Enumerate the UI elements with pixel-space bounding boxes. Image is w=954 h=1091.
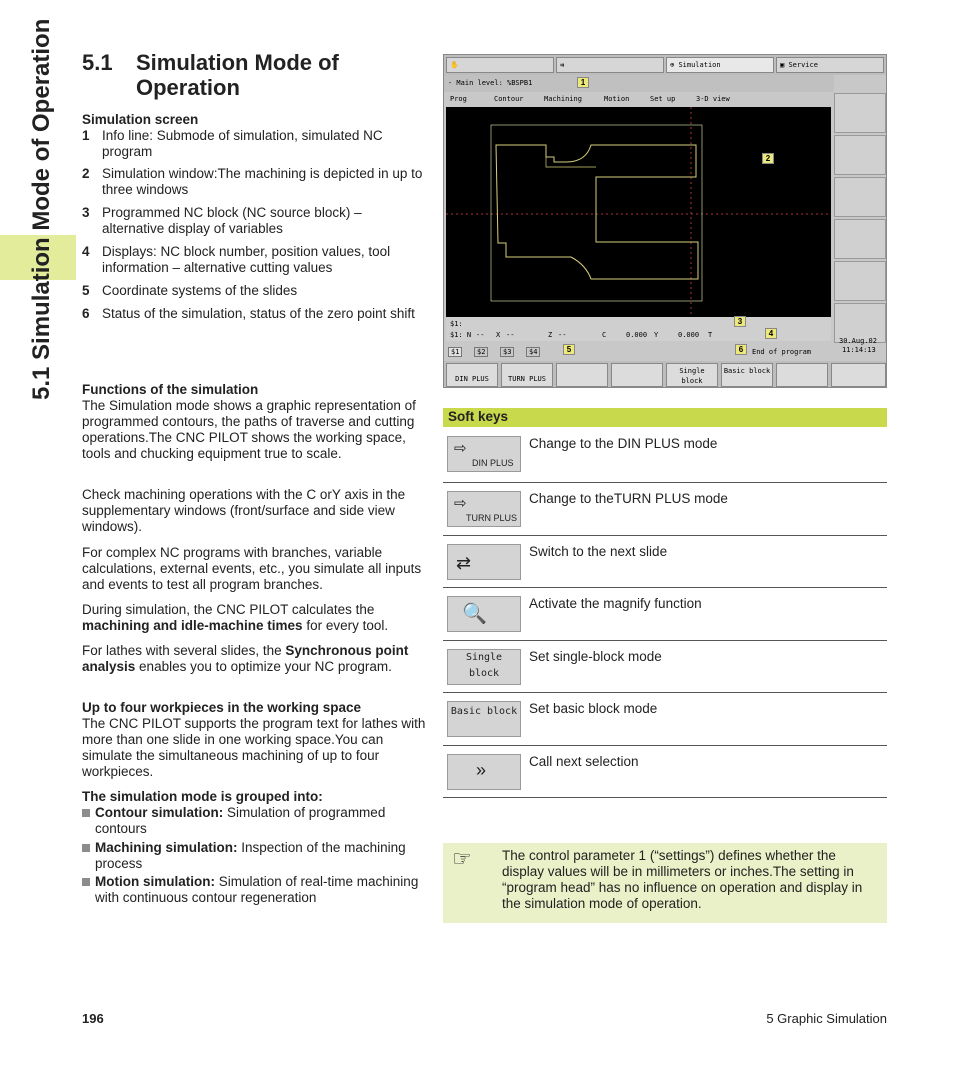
text-run: enables you to optimize your NC program. (135, 659, 392, 674)
list-item: Info line: Submode of simulation, simulated NC program (102, 128, 383, 159)
softkeys-header (443, 408, 887, 427)
vertical-softkey[interactable] (834, 177, 886, 217)
grouped-heading: The simulation mode is grouped into: (82, 789, 323, 804)
softkey-description: Activate the magnify function (529, 596, 702, 611)
list-number: 2 (82, 166, 90, 181)
c-value: 0.000 (626, 331, 648, 339)
softkey-icon-label: TURN PLUS (466, 513, 518, 523)
text-run: During simulation, the CNC PILOT calculates the (82, 602, 375, 617)
menu-item-motion[interactable]: Motion (604, 95, 630, 103)
page-number: 196 (82, 1011, 104, 1026)
table-row (443, 536, 887, 588)
list-item: Status of the simulation, status of the zero point shift (102, 306, 415, 321)
callout-6: 6 (735, 344, 747, 355)
vertical-softkey[interactable] (834, 135, 886, 175)
table-row (443, 641, 887, 693)
tab-label: Simulation (678, 61, 721, 69)
tab-service[interactable] (776, 57, 884, 73)
softkey-label: TURN PLUS (508, 375, 546, 383)
status-text: End of program (752, 348, 812, 356)
single-block-softkey[interactable] (666, 363, 718, 387)
axis-label-z: Z (548, 331, 553, 339)
date-display: 30.Aug.02 (839, 337, 877, 345)
table-row (443, 483, 887, 536)
section-title: Simulation Mode of Operation (136, 50, 339, 100)
magnify-softkey-icon (447, 596, 521, 632)
list-number: 5 (82, 283, 90, 298)
softkey-description: Set single-block mode (529, 649, 662, 664)
din-plus-softkey[interactable] (446, 363, 498, 387)
slide-button[interactable]: $4 (526, 347, 540, 357)
softkey-label: Basic block (723, 367, 771, 375)
softkey-row (444, 361, 887, 388)
callout-3: 3 (734, 316, 746, 327)
din-plus-softkey-icon (447, 436, 521, 472)
functions-paragraph-5 (82, 643, 426, 675)
text-run: Simulation of real-time machining with continuous contour regeneration (95, 874, 419, 905)
table-row (443, 428, 887, 483)
tab-simulation[interactable] (666, 57, 774, 73)
callout-4: 4 (765, 328, 777, 339)
menu-item-prog[interactable]: Prog (450, 95, 467, 103)
empty-softkey[interactable] (776, 363, 828, 387)
softkey-label: Single block (679, 367, 705, 385)
text-run: for every tool. (302, 618, 389, 633)
slide-label: $1: N (450, 331, 472, 339)
magnify-softkey[interactable] (611, 363, 663, 387)
list-number: 1 (82, 128, 90, 143)
arrow-icon: ⇉ (560, 61, 565, 69)
axis-label-y: Y (654, 331, 659, 339)
next-selection-softkey-icon (447, 754, 521, 790)
info-line: - Main level: %BSPB1 (444, 75, 834, 92)
emphasis: Motion simulation: (95, 874, 215, 889)
list-number: 4 (82, 244, 90, 259)
sim-menu (444, 93, 834, 107)
single-block-softkey-icon (447, 649, 521, 685)
table-row (443, 693, 887, 746)
workpieces-heading: Up to four workpieces in the working space (82, 700, 362, 715)
emphasis: machining and idle-machine times (82, 618, 303, 633)
note-text: The control parameter 1 (“settings”) defines whether the display values will be in millimeters or inches.The setting in “program head” has no influence on operation and display in the simulation mode of operation. (502, 848, 863, 911)
emphasis: Contour simulation: (95, 805, 224, 820)
turn-plus-softkey[interactable] (501, 363, 553, 387)
vertical-softkey[interactable] (834, 261, 886, 301)
simulation-arrow-icon: ⇨ (454, 495, 467, 512)
tab-manual[interactable] (446, 57, 554, 73)
section-number: 5.1 (82, 50, 113, 75)
vertical-softkey[interactable] (834, 93, 886, 133)
text-run: Inspection of the machining process (95, 840, 406, 871)
z-value: -- (558, 331, 567, 339)
callout-1: 1 (577, 77, 589, 88)
softkeys-heading: Soft keys (448, 409, 509, 424)
menu-item-setup[interactable]: Set up (650, 95, 676, 103)
softkey-icon-label: Single block (465, 652, 503, 679)
list-number: 6 (82, 306, 90, 321)
next-slide-softkey-icon (447, 544, 521, 580)
x-value: -- (506, 331, 515, 339)
softkey-description: Change to theTURN PLUS mode (529, 491, 728, 506)
slide-button[interactable]: $1 (448, 347, 462, 357)
functions-paragraph-4 (82, 602, 426, 634)
emphasis: Synchronous point analysis (82, 643, 409, 674)
double-chevron-right-icon: » (476, 760, 487, 780)
menu-item-machining[interactable]: Machining (544, 95, 582, 103)
magnify-icon: 🔍 (462, 603, 487, 625)
axis-label-t: T (708, 331, 713, 339)
list-item: Coordinate systems of the slides (102, 283, 298, 298)
bullet-item (82, 840, 422, 872)
menu-item-3d-view[interactable]: 3-D view (696, 95, 730, 103)
basic-block-softkey[interactable] (721, 363, 773, 387)
tab-auto[interactable] (556, 57, 664, 73)
basic-block-softkey-icon (447, 701, 521, 737)
time-display: 11:14:13 (842, 346, 876, 354)
functions-heading: Functions of the simulation (82, 382, 259, 397)
list-item: Programmed NC block (NC source block) – alternative display of variables (102, 205, 362, 236)
softkey-icon-label: DIN PLUS (472, 458, 514, 468)
workpieces-paragraph: The CNC PILOT supports the program text for lathes with more than one slide in one working space.You can simulate the simultaneous machining of up to four workpieces. (82, 716, 426, 779)
table-row (443, 746, 887, 798)
simulation-icon: ⊕ (670, 61, 679, 69)
empty-softkey[interactable] (831, 363, 886, 387)
block-number-value: -- (476, 331, 485, 339)
chapter-title: 5 Graphic Simulation (766, 1011, 887, 1026)
menu-item-contour[interactable]: Contour (494, 95, 524, 103)
side-tab-label: 5.1 Simulation Mode of Operation (28, 18, 55, 400)
softkey-description: Set basic block mode (529, 701, 658, 716)
simulation-arrow-icon: ⇨ (454, 440, 467, 457)
softkey-description: Call next selection (529, 754, 639, 769)
softkey-label: DIN PLUS (455, 375, 489, 383)
tab-label: Service (788, 61, 818, 69)
y-value: 0.000 (678, 331, 700, 339)
axis-label-x: X (496, 331, 501, 339)
slide-button[interactable]: $2 (474, 347, 488, 357)
bullet-item (82, 805, 422, 837)
functions-paragraph-3: For complex NC programs with branches, variable calculations, external events, etc., you simulate all inputs and events to test all program branches. (82, 545, 422, 592)
turn-plus-softkey-icon (447, 491, 521, 527)
axis-label-c: C (602, 331, 607, 339)
softkey-description: Switch to the next slide (529, 544, 668, 559)
text-run: Simulation of programmed contours (95, 805, 386, 836)
status-row (444, 337, 887, 361)
vertical-softkey[interactable] (834, 219, 886, 259)
simulation-screenshot (443, 54, 887, 388)
callout-2: 2 (762, 153, 774, 164)
list-item: Displays: NC block number, position values, tool information – alternative cutting values (102, 244, 391, 275)
text-run: For lathes with several slides, the (82, 643, 286, 658)
table-row (443, 588, 887, 641)
slide-button[interactable]: $3 (500, 347, 514, 357)
softkey-description: Change to the DIN PLUS mode (529, 436, 718, 451)
slide-switch-icon: ⇄ (456, 553, 472, 573)
callout-5: 5 (563, 344, 575, 355)
bullet-item (82, 874, 422, 906)
functions-paragraph-1: The Simulation mode shows a graphic representation of programmed contours, the paths of traverse and cutting operations.The CNC PILOT shows the working space, tools and chucking equipment true to scale. (82, 398, 416, 461)
functions-paragraph-2: Check machining operations with the C orY axis in the supplementary windows (front/surface and side view windows). (82, 487, 406, 534)
list-number: 3 (82, 205, 90, 220)
service-icon: ▣ (780, 61, 789, 69)
emphasis: Machining simulation: (95, 840, 238, 855)
sim-screen-heading: Simulation screen (82, 112, 199, 127)
slide-label: $1: (450, 320, 463, 328)
pointing-hand-icon: ☞ (452, 846, 472, 871)
next-slide-softkey[interactable] (556, 363, 608, 387)
tab-bar (444, 55, 887, 75)
hand-icon: ✋ (450, 61, 459, 69)
list-item: Simulation window:The machining is depicted in up to three windows (102, 166, 423, 197)
softkey-icon-label: Basic block (450, 706, 518, 717)
simulation-window (446, 107, 831, 317)
